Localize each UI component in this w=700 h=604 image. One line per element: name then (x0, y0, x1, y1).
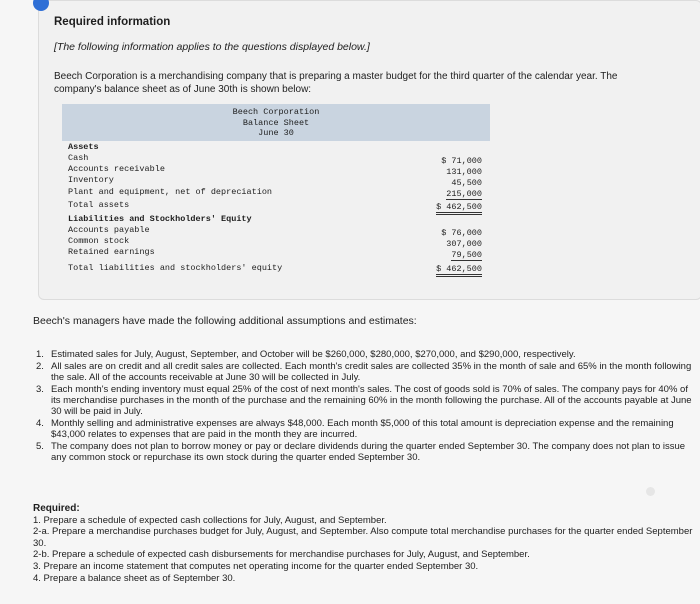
list-text: Estimated sales for July, August, September, and October will be $260,000, $280,000, $270,000, and $290,000, respectively. (51, 349, 576, 360)
list-number: 2. (36, 360, 44, 372)
row-retained-label: Retained earnings (68, 247, 155, 257)
row-inventory-label: Inventory (68, 175, 114, 185)
list-item (36, 361, 692, 383)
list-text: Monthly selling and administrative expenses are always $48,000. Each month $5,000 of this total amount is depreciation expense and the remaining $43,000 relates to expenses that are paid in the month they are incurred. (51, 417, 674, 440)
info-badge-icon (33, 0, 49, 11)
company-name: Beech Corporation (232, 107, 320, 117)
statement-date: June 30 (258, 128, 294, 138)
liabilities-label: Liabilities and Stockholders' Equity (68, 214, 252, 224)
assets-label: Assets (68, 142, 99, 152)
row-total-liab-value: $ 462,500 (436, 264, 482, 277)
row-cash-value: $ 71,000 (441, 156, 482, 166)
row-common-stock-label: Common stock (68, 236, 130, 246)
list-number: 1. (36, 349, 44, 360)
list-item (36, 384, 692, 418)
list-item (36, 418, 692, 440)
section-subtitle: [The following information applies to the questions displayed below.] (54, 41, 370, 53)
balance-sheet-heading (62, 104, 490, 141)
required-item: 4. Prepare a balance sheet as of September 30. (33, 572, 236, 584)
statement-name: Balance Sheet (242, 117, 310, 128)
required-item: 3. Prepare an income statement that computes net operating income for the quarter ended September 30. (33, 560, 479, 572)
required-item: 1. Prepare a schedule of expected cash collections for July, August, and September. (33, 514, 387, 526)
assumptions-lead: Beech's managers have made the following additional assumptions and estimates: (33, 315, 417, 327)
list-text: All sales are on credit and all credit sales are collected. Each month's credit sales are collected 35% in the month of sale and 65% in the month following the sale. All of the accounts receivable at June 30 will be collected in July. (51, 360, 692, 383)
row-ar-label: Accounts receivable (68, 164, 165, 174)
required-heading: Required: (33, 503, 80, 514)
row-retained-value: 79,500 (451, 250, 482, 260)
row-ar-value: 131,000 (446, 167, 482, 177)
list-number: 3. (36, 383, 44, 395)
decorative-dot (646, 487, 655, 496)
required-item: 2-b. Prepare a schedule of expected cash disbursements for merchandise purchases for July, August, and September. (33, 549, 530, 561)
list-text: Each month's ending inventory must equal 25% of the cost of next month's sales. The cost of goods sold is 70% of sales. The company pays for 40% of its merchandise purchases in the month of the purchase and the remaining 60% in the month following the purchase. All of the accounts payable at June 30 will be paid in July. (51, 383, 692, 418)
list-item (36, 349, 692, 360)
row-total-assets-value: $ 462,500 (436, 202, 482, 215)
list-number: 4. (36, 417, 44, 429)
list-number: 5. (36, 440, 44, 452)
required-item: 2-a. Prepare a merchandise purchases budget for July, August, and September. Also compute total merchandise purchases for the quarter ended September 30. (33, 526, 693, 549)
row-common-stock-value: 307,000 (446, 239, 482, 249)
row-inventory-value: 45,500 (451, 178, 482, 188)
row-cash-label: Cash (68, 153, 89, 163)
required-section (33, 503, 693, 584)
list-item (36, 441, 692, 463)
row-total-assets-label: Total assets (68, 200, 130, 210)
section-title: Required information (54, 16, 171, 28)
list-text: The company does not plan to borrow money or pay or declare dividends during the quarter ended September 30. The company does not plan to issue any common stock or repurchase its own stock during the quarter ended September 30. (51, 440, 686, 463)
intro-paragraph: Beech Corporation is a merchandising company that is preparing a master budget for the third quarter of the calendar year. The company's balance sheet as of June 30th is shown below: (54, 71, 618, 95)
assumptions-list (36, 349, 692, 463)
row-ap-label: Accounts payable (68, 225, 150, 235)
row-total-liab-label: Total liabilities and stockholders' equity (68, 263, 283, 273)
row-ppe-value: 215,000 (446, 189, 482, 199)
balance-sheet (62, 104, 492, 284)
row-ap-value: $ 76,000 (441, 228, 482, 238)
row-ppe-label: Plant and equipment, net of depreciation (68, 187, 273, 197)
